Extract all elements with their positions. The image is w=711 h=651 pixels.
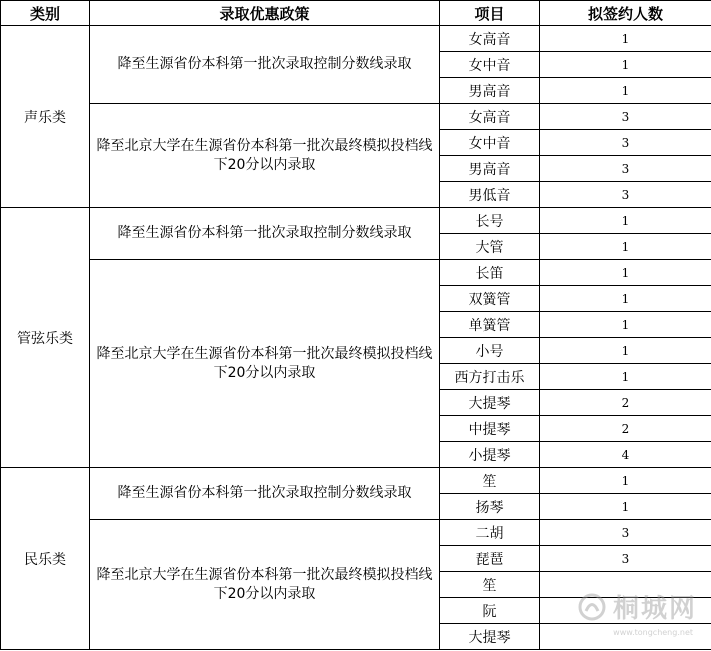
item-cell: 大管: [440, 234, 540, 260]
item-cell: 长号: [440, 208, 540, 234]
header-policy: 录取优惠政策: [90, 1, 440, 26]
policy-cell: 降至生源省份本科第一批次录取控制分数线录取: [90, 468, 440, 520]
item-cell: 笙: [440, 468, 540, 494]
count-cell: 1: [540, 234, 711, 260]
item-cell: 女高音: [440, 26, 540, 52]
item-cell: 大提琴: [440, 624, 540, 650]
count-cell: 3: [540, 520, 711, 546]
count-cell: 3: [540, 130, 711, 156]
item-cell: 小号: [440, 338, 540, 364]
header-count: 拟签约人数: [540, 1, 711, 26]
count-cell: 2: [540, 416, 711, 442]
count-cell: 2: [540, 390, 711, 416]
count-cell: 3: [540, 182, 711, 208]
table-row: [1, 468, 711, 494]
count-cell: 3: [540, 156, 711, 182]
count-cell: [540, 624, 711, 650]
item-cell: 女中音: [440, 130, 540, 156]
category-folk: 民乐类: [1, 468, 90, 650]
count-cell: 1: [540, 338, 711, 364]
category-vocal: 声乐类: [1, 26, 90, 208]
category-orchestral: 管弦乐类: [1, 208, 90, 468]
policy-cell: 降至生源省份本科第一批次录取控制分数线录取: [90, 208, 440, 260]
item-cell: 中提琴: [440, 416, 540, 442]
table-row: [1, 208, 711, 234]
item-cell: 女中音: [440, 52, 540, 78]
item-cell: 扬琴: [440, 494, 540, 520]
header-row: [1, 1, 711, 26]
count-cell: 1: [540, 364, 711, 390]
count-cell: 3: [540, 104, 711, 130]
item-cell: 二胡: [440, 520, 540, 546]
count-cell: 3: [540, 546, 711, 572]
item-cell: 琵琶: [440, 546, 540, 572]
item-cell: 男高音: [440, 156, 540, 182]
count-cell: 1: [540, 468, 711, 494]
item-cell: 男高音: [440, 78, 540, 104]
item-cell: 大提琴: [440, 390, 540, 416]
policy-cell: 降至北京大学在生源省份本科第一批次最终模拟投档线下20分以内录取: [90, 520, 440, 650]
count-cell: 1: [540, 78, 711, 104]
count-cell: 1: [540, 208, 711, 234]
item-cell: 男低音: [440, 182, 540, 208]
item-cell: 女高音: [440, 104, 540, 130]
count-cell: 1: [540, 312, 711, 338]
item-cell: 笙: [440, 572, 540, 598]
header-category: 类别: [1, 1, 90, 26]
table-row: [1, 26, 711, 52]
table-row: [1, 104, 711, 130]
count-cell: [540, 572, 711, 598]
policy-cell: 降至生源省份本科第一批次录取控制分数线录取: [90, 26, 440, 104]
policy-cell: 降至北京大学在生源省份本科第一批次最终模拟投档线下20分以内录取: [90, 104, 440, 208]
watermark-url: www.tongcheng.net: [613, 628, 693, 637]
table-row: [1, 520, 711, 546]
count-cell: 1: [540, 260, 711, 286]
item-cell: 长笛: [440, 260, 540, 286]
count-cell: 1: [540, 52, 711, 78]
policy-cell: 降至北京大学在生源省份本科第一批次最终模拟投档线下20分以内录取: [90, 260, 440, 468]
item-cell: 双簧管: [440, 286, 540, 312]
header-item: 项目: [440, 1, 540, 26]
count-cell: 4: [540, 442, 711, 468]
item-cell: 西方打击乐: [440, 364, 540, 390]
item-cell: 小提琴: [440, 442, 540, 468]
count-cell: 1: [540, 494, 711, 520]
count-cell: 1: [540, 286, 711, 312]
count-cell: 1: [540, 26, 711, 52]
item-cell: 单簧管: [440, 312, 540, 338]
count-cell: [540, 598, 711, 624]
table-row: [1, 260, 711, 286]
watermark-text: 桐城网: [612, 594, 697, 624]
item-cell: 阮: [440, 598, 540, 624]
